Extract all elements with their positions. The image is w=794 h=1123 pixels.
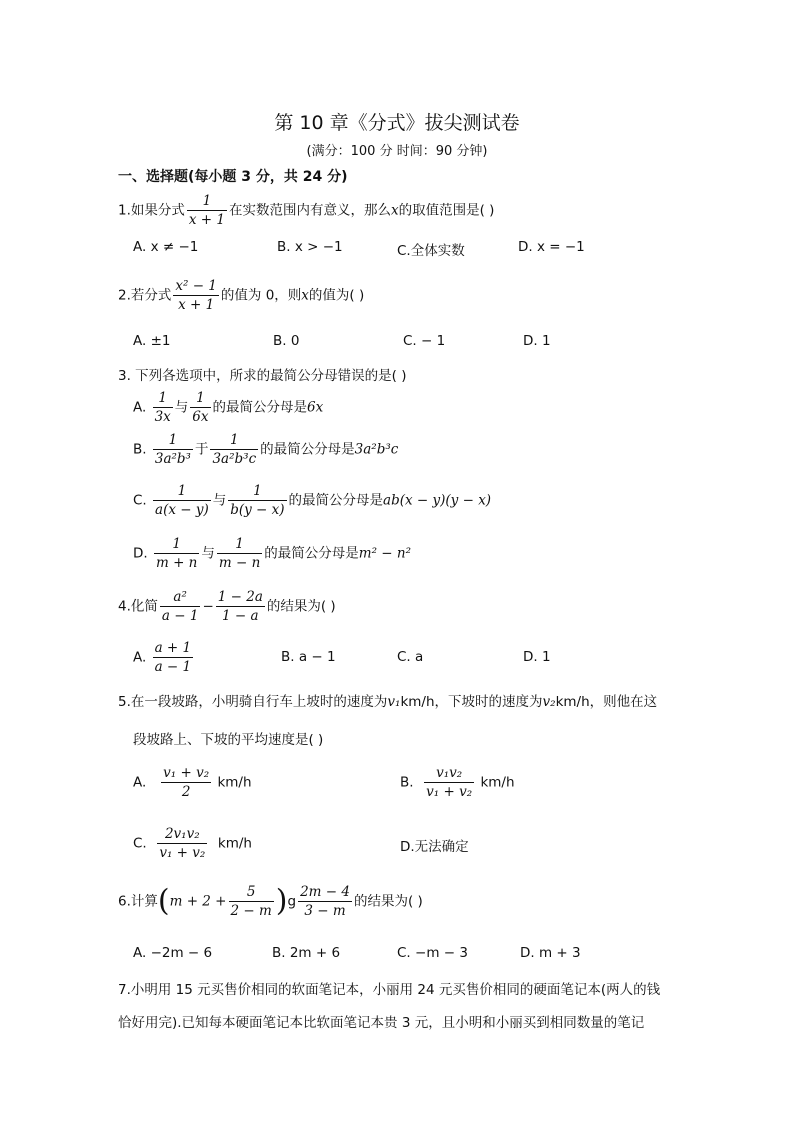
question-5-line-1: 5.在一段坡路，小明骑自行车上坡时的速度为v₁km/h，下坡时的速度为v₂km/h，则他在这 (118, 694, 658, 710)
right-parenthesis: ) (275, 883, 288, 919)
question-3-option-d: D. $\frac{1}{m + n}$ 与 $\frac{1}{m - n}$ 的最简公分母是m² − n² (133, 536, 411, 571)
question-1-option-b: B. x > −1 (277, 239, 343, 255)
question-4-option-b: B. a − 1 (281, 649, 336, 665)
question-6-stem: 6.计算(m + 2 + $\frac{5}{2 - m}$ )g $\frac{2m - 4}{3 - m}$ 的结果为( ) (118, 883, 423, 919)
question-4-option-a: A. $\frac{a + 1}{a - 1}$ (133, 640, 192, 675)
question-3-option-a: A. $\frac{1}{3x}$ 与 $\frac{1}{6x}$ 的最简公分母是6x (133, 390, 324, 425)
question-7-line-1: 7.小明用 15 元买售价相同的软面笔记本，小丽用 24 元买售价相同的硬面笔记本(两人的钱 (118, 982, 661, 998)
question-5-option-d: D.无法确定 (400, 839, 469, 855)
question-5-line-2: 段坡路上、下坡的平均速度是( ) (133, 732, 324, 748)
question-4-stem: 4.化简 $\frac{\text{a²}}{a - 1}$ − $\frac{1 - 2a}{1 - a}$ 的结果为( ) (118, 589, 336, 624)
question-1-option-d: D. x = −1 (518, 239, 585, 255)
question-1-stem: 1.如果分式 $\frac{1}{x + 1}$ 在实数范围内有意义，那么x的取值范围是( ) (118, 193, 495, 228)
question-5-option-c: C. $\frac{\text{2v₁v₂}}{\text{v₁ + v₂}}$ km/h (133, 826, 252, 861)
question-3-stem: 3. 下列各选项中，所求的最简公分母错误的是( ) (118, 368, 407, 384)
page-subtitle: (满分：100 分 时间：90 分钟) (306, 144, 488, 159)
question-6-option-d: D. m + 3 (520, 945, 581, 961)
fraction: $\frac{1}{x + 1}$ (188, 193, 225, 228)
question-5-option-a: A. $\frac{\text{v₁ + v₂}}{2}$ km/h (133, 765, 252, 800)
question-4-option-c: C. a (397, 649, 424, 665)
question-7-line-2: 恰好用完).已知每本硬面笔记本比软面笔记本贵 3 元，且小明和小丽买到相同数量的笔记 (118, 1015, 645, 1031)
question-2-option-c: C. − 1 (403, 333, 446, 349)
question-2-option-a: A. ±1 (133, 333, 171, 349)
question-2-stem: 2.若分式 $\frac{\text{x² − 1}}{x + 1}$ 的值为 0，则x的值为( ) (118, 278, 365, 313)
question-2-option-d: D. 1 (523, 333, 551, 349)
question-1-option-a: A. x ≠ −1 (133, 239, 199, 255)
question-6-option-a: A. −2m − 6 (133, 945, 213, 961)
page-title: 第 10 章《分式》拔尖测试卷 (274, 112, 520, 134)
question-1-option-c: C.全体实数 (397, 243, 465, 259)
fraction: $\frac{\text{x² − 1}}{x + 1}$ (175, 278, 217, 313)
question-3-option-c: C. $\frac{1}{a(x - y)}$ 与 $\frac{1}{b(y - x)}$ 的最简公分母是ab(x − y)(y − x) (133, 483, 492, 518)
left-parenthesis: ( (157, 883, 170, 919)
question-3-option-b: B. $\frac{1}{\text{3a²b³}}$ 于 $\frac{1}{\text{3a²b³c}}$ 的最简公分母是3a²b³c (133, 432, 399, 467)
section-heading: 一、选择题(每小题 3 分，共 24 分) (118, 169, 348, 185)
question-2-option-b: B. 0 (273, 333, 300, 349)
question-4-option-d: D. 1 (523, 649, 551, 665)
question-6-option-b: B. 2m + 6 (272, 945, 341, 961)
question-5-option-b: B. $\frac{\text{v₁v₂}}{\text{v₁ + v₂}}$ km/h (400, 765, 515, 800)
question-6-option-c: C. −m − 3 (397, 945, 468, 961)
